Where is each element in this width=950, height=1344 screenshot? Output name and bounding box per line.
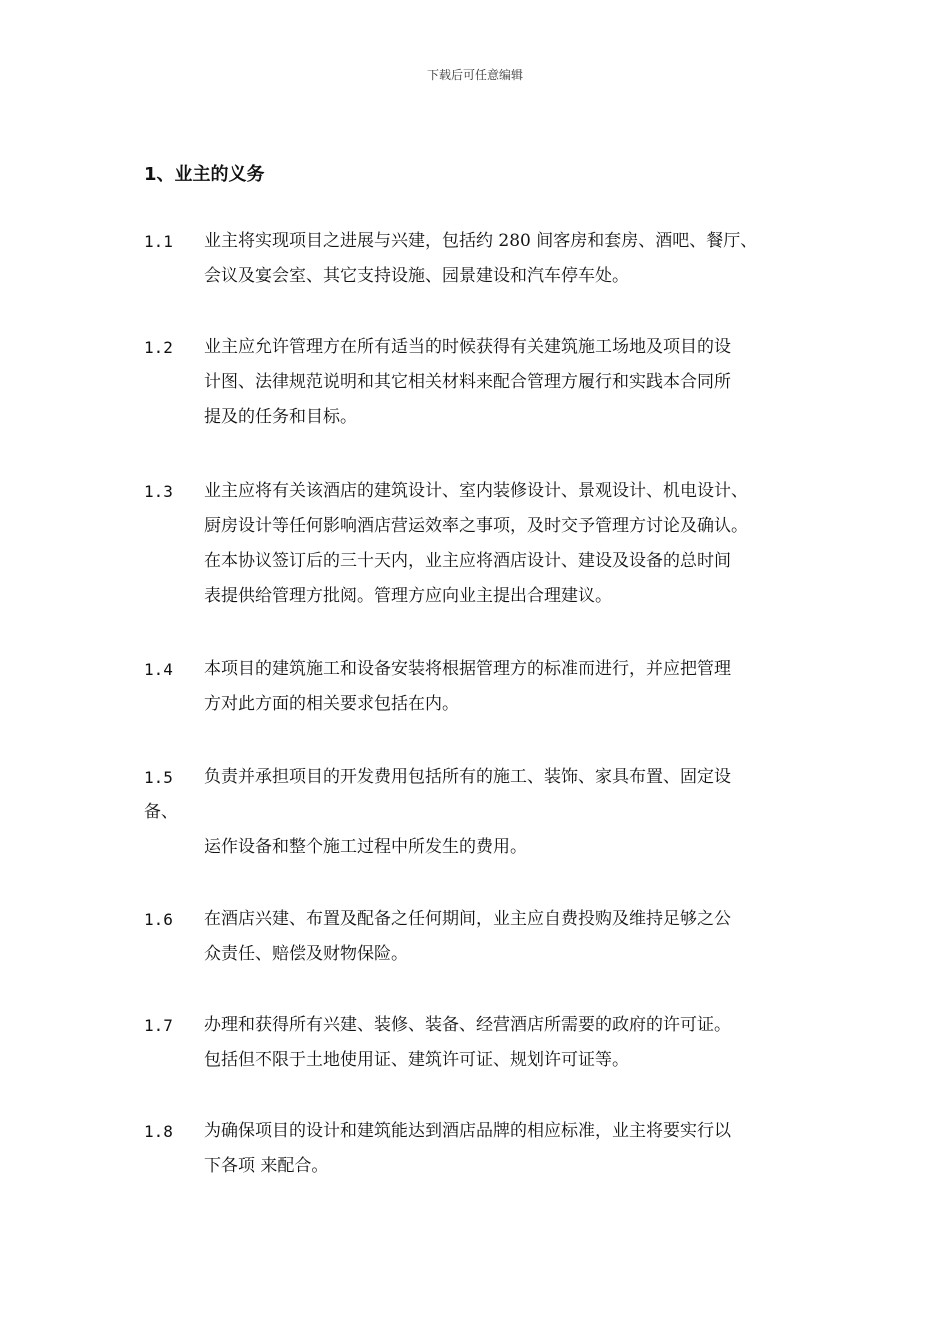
clause-1-5 (144, 760, 834, 865)
clause-line: 表提供给管理方批阅。管理方应向业主提出合理建议。 (204, 586, 612, 606)
clause-text (204, 224, 834, 294)
clause-number: 1.2 (144, 338, 173, 357)
clause-1-2 (144, 330, 834, 435)
clause-text (204, 652, 834, 722)
clause-line: 计图、法律规范说明和其它相关材料来配合管理方履行和实践本合同所 (204, 372, 731, 392)
clause-line: 本项目的建筑施工和设备安装将根据管理方的标准而进行，并应把管理 (204, 659, 731, 679)
clause-line: 运作设备和整个施工过程中所发生的费用。 (204, 837, 527, 857)
clause-line: 下各项 来配合。 (204, 1156, 329, 1176)
clause-line: 备、 (144, 802, 178, 822)
clause-line: 业主将实现项目之进展与兴建，包括约 280 间客房和套房、酒吧、餐厅、 (204, 231, 758, 251)
clause-text (204, 1114, 834, 1184)
clause-line: 办理和获得所有兴建、装修、装备、经营酒店所需要的政府的许可证。 (204, 1015, 731, 1035)
clause-number: 1.7 (144, 1016, 173, 1035)
clause-text (204, 902, 834, 972)
clause-line: 众责任、赔偿及财物保险。 (204, 944, 408, 964)
clause-line: 方对此方面的相关要求包括在内。 (204, 694, 459, 714)
clause-text (204, 1008, 834, 1078)
clause-1-8 (144, 1114, 834, 1184)
clause-line: 为确保项目的设计和建筑能达到酒店品牌的相应标准，业主将要实行以 (204, 1121, 731, 1141)
clause-number: 1.5 (144, 768, 173, 787)
clause-line: 会议及宴会室、其它支持设施、园景建设和汽车停车处。 (204, 266, 629, 286)
clause-1-4 (144, 652, 834, 722)
clause-line: 负责并承担项目的开发费用包括所有的施工、装饰、家具布置、固定设 (204, 767, 731, 787)
page-header-note: 下载后可任意编辑 (426, 68, 523, 82)
clause-line: 业主应将有关该酒店的建筑设计、室内装修设计、景观设计、机电设计、 (204, 481, 748, 501)
clause-text (204, 330, 834, 435)
clause-line: 在本协议签订后的三十天内，业主应将酒店设计、建设及设备的总时间 (204, 551, 731, 571)
clause-1-6 (144, 902, 834, 972)
clause-number: 1.3 (144, 482, 173, 501)
clause-1-1 (144, 224, 834, 294)
clause-number: 1.1 (144, 232, 173, 251)
clause-number: 1.4 (144, 660, 173, 679)
clause-text (204, 474, 834, 614)
clause-line: 包括但不限于土地使用证、建筑许可证、规划许可证等。 (204, 1050, 629, 1070)
clause-number: 1.6 (144, 910, 173, 929)
clause-1-3 (144, 474, 834, 614)
section-title: 1、业主的义务 (144, 164, 265, 185)
clause-line: 提及的任务和目标。 (204, 407, 357, 427)
clause-line: 厨房设计等任何影响酒店营运效率之事项，及时交予管理方讨论及确认。 (204, 516, 748, 536)
clause-line: 业主应允许管理方在所有适当的时候获得有关建筑施工场地及项目的设 (204, 337, 731, 357)
clause-1-7 (144, 1008, 834, 1078)
clause-line: 在酒店兴建、布置及配备之任何期间，业主应自费投购及维持足够之公 (204, 909, 731, 929)
clause-number: 1.8 (144, 1122, 173, 1141)
